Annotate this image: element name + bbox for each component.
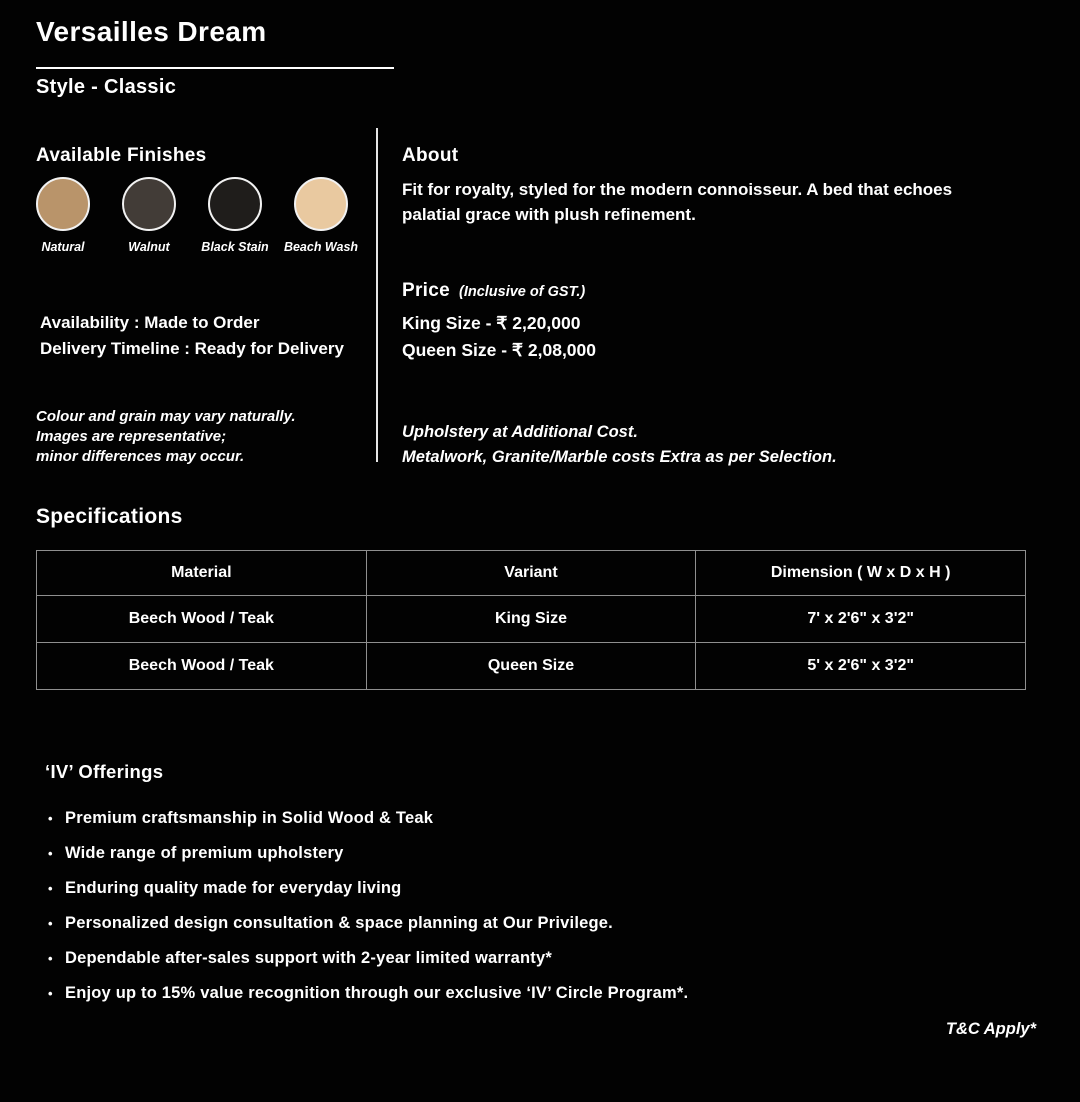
finish-swatch-black-stain	[208, 177, 262, 231]
cost-note-line: Upholstery at Additional Cost.	[402, 423, 638, 441]
price-header-row	[402, 280, 585, 302]
offering-text: Personalized design consultation & space planning at Our Privilege.	[65, 914, 613, 932]
disclaimer-line: Images are representative;	[36, 428, 227, 445]
specifications-table	[36, 550, 1026, 690]
offerings-list	[48, 801, 688, 1011]
tnc-note: T&C Apply*	[945, 1020, 1036, 1038]
offering-text: Dependable after-sales support with 2-year limited warranty*	[65, 949, 552, 967]
finish-label: Beach Wash	[283, 240, 359, 254]
price-king-size: King Size - ₹ 2,20,000	[402, 313, 581, 333]
list-item	[48, 941, 688, 976]
price-heading: Price	[402, 280, 450, 301]
offering-text: Enjoy up to 15% value recognition through our exclusive ‘IV’ Circle Program*.	[65, 984, 689, 1002]
table-row	[37, 643, 1026, 690]
bullet-icon: •	[48, 951, 53, 966]
table-row	[37, 596, 1026, 643]
cost-note-line: Metalwork, Granite/Marble costs Extra as per Selection.	[402, 448, 837, 466]
disclaimer-line: Colour and grain may vary naturally.	[36, 408, 296, 425]
offerings-heading: ‘IV’ Offerings	[45, 761, 164, 782]
offering-text: Premium craftsmanship in Solid Wood & Teak	[65, 809, 434, 827]
column-header-dimension: Dimension ( W x D x H )	[696, 551, 1026, 596]
column-header-material: Material	[37, 551, 367, 596]
table-cell-variant: King Size	[366, 596, 696, 643]
availability-line: Availability : Made to Order	[40, 313, 260, 332]
bullet-icon: •	[48, 916, 53, 931]
finish-swatch-beach-wash	[294, 177, 348, 231]
table-cell-dimension: 7' x 2'6" x 3'2"	[696, 596, 1026, 643]
finish-swatch-natural	[36, 177, 90, 231]
bullet-icon: •	[48, 846, 53, 861]
list-item	[48, 801, 688, 836]
about-heading: About	[402, 145, 459, 166]
list-item	[48, 976, 688, 1011]
finishes-heading: Available Finishes	[36, 145, 207, 166]
additional-cost-note	[402, 420, 837, 470]
table-cell-variant: Queen Size	[366, 643, 696, 690]
finish-label: Natural	[41, 240, 85, 254]
table-cell-material: Beech Wood / Teak	[37, 643, 367, 690]
page-title: Versailles Dream	[36, 16, 267, 47]
bullet-icon: •	[48, 811, 53, 826]
delivery-timeline-line: Delivery Timeline : Ready for Delivery	[40, 339, 344, 358]
finish-option-beach-wash	[278, 177, 364, 254]
finish-swatch-group	[20, 177, 364, 254]
finish-swatch-walnut	[122, 177, 176, 231]
finish-option-natural	[20, 177, 106, 254]
bullet-icon: •	[48, 881, 53, 896]
finish-label: Black Stain	[201, 240, 269, 254]
offering-text: Enduring quality made for everyday living	[65, 879, 402, 897]
offering-text: Wide range of premium upholstery	[65, 844, 344, 862]
specifications-heading: Specifications	[36, 505, 183, 528]
colour-disclaimer	[36, 407, 296, 467]
bullet-icon: •	[48, 986, 53, 1001]
vertical-divider	[376, 128, 378, 462]
price-queen-size: Queen Size - ₹ 2,08,000	[402, 340, 597, 360]
finish-label: Walnut	[128, 240, 170, 254]
table-header-row	[37, 551, 1026, 596]
price-lines	[402, 310, 596, 364]
table-cell-dimension: 5' x 2'6" x 3'2"	[696, 643, 1026, 690]
availability-block	[40, 310, 344, 362]
list-item	[48, 906, 688, 941]
list-item	[48, 871, 688, 906]
product-style: Style - Classic	[36, 76, 177, 98]
finish-option-walnut	[106, 177, 192, 254]
column-header-variant: Variant	[366, 551, 696, 596]
list-item	[48, 836, 688, 871]
table-cell-material: Beech Wood / Teak	[37, 596, 367, 643]
finish-option-black-stain	[192, 177, 278, 254]
about-text: Fit for royalty, styled for the modern connoisseur. A bed that echoes palatial grace with plush refinement.	[402, 180, 953, 224]
gst-note: (Inclusive of GST.)	[458, 284, 586, 300]
disclaimer-line: minor differences may occur.	[36, 448, 245, 465]
title-underline	[36, 67, 394, 69]
